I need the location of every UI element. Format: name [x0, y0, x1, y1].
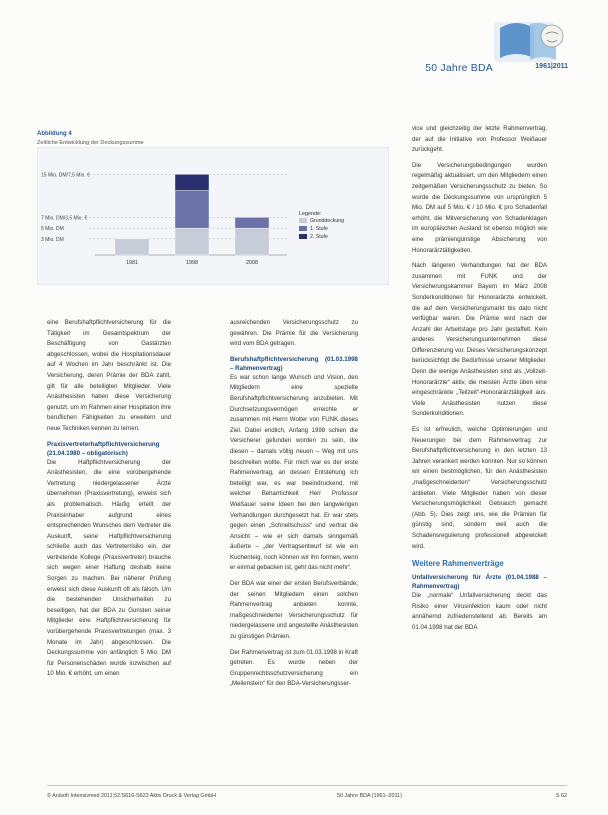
- col3-paragraph-5: Die „normale“ Unfallversicherung deckt das Risiko einer Virusinfektion kaum oder nicht annähernd zufriedenstellend ab. Bereits am 01.04.1998 hat der BDA: [412, 592, 547, 631]
- bar-grunddeckung: [175, 228, 209, 255]
- legend-swatch: [299, 226, 307, 231]
- col3-paragraph-3: Nach längeren Verhandlungen hat der BDA zusammen mit FUNK und der Versicherungskammer Bayern im März 2008 Sonderkonditionen für Honorarärzte entwickelt, die auf dem Versicherungsmarkt bis dato nicht verfügbar waren. Die Prämie wird nach der Anzahl der Arbeitstage pro Jahr gestaffelt. Kein anderes Versicherungsunternehmen diese Differenzierung vor. Dieses Versicherungskonzept berücksichtigt die Bedürfnisse unserer Mitglieder. Denn die wenige Anästhesisten sind als „Vollzeit-Honorarärzte“ aktiv, die meisten Ärzte üben eine eingeschränkte „Teilzeit“-Honorarärztätigkeit aus. Viele Anästhesisten nutzen diese Sonderkonditionen.: [412, 262, 547, 418]
- col2-paragraph-2: Es war schon lange Wunsch und Vision, den Mitgliedern eine spezielle Berufshaftpflichtversicherung anzubieten. Mit Durchsetzungsvermögen erreichte er zusammen mit Herrn Wolter von FUNK dieses Ziel. Dabei endlich, Anfang 1998 schien die Versicherer gefunden worden zu sein, die diesen – damals völlig neuen – Weg mit uns beschreiten wollte. Für mich war es der erste Rahmenvertrag, an dessen Entstehung ich beteiligt war, es war beeindruckend, mit welcher Beharrlichkeit Herr Professor Weißauer seine Ideen bei den langwierigen Verhandlungen durchgesetzt hat. Er war stets gegen einen „Schnellschuss“ und vertrat die Ansicht – wie er sich damals sinngemäß äußerte – „der Vertragsentwurf ist wie ein Kuchenteig, noch können wir ihn formen, wenn er einmal gebacken ist, geht das nicht mehr“.: [230, 373, 358, 572]
- col2-paragraph-3: Der BDA war einer der ersten Berufsverbände, der seinen Mitgliedern einen solchen Rahmenvertrag anbieten konnte, maßgeschneiderter Versicherungsschutz für niedergelassene und angestellte Anästhesisten zu günstigen Prämien.: [230, 580, 358, 641]
- col2-paragraph-4: Der Rahmenvertrag ist zum 01.03.1998 in Kraft getreten. Es wurde neben der Gruppenrechtsschutzversicherung ein „Meilenstein“ für den BDA-Versicherungsser-: [230, 648, 358, 688]
- bar-1-stufe: [235, 217, 269, 228]
- page-number: S 62: [555, 793, 567, 799]
- col3-paragraph-1: vice und gleichzeitig der letzte Rahmenvertrag, der auf die Initiative von Professor Weißauer zurückgeht.: [412, 125, 547, 154]
- figure-label: Abbildung 4: [37, 131, 72, 137]
- legend-label: Grunddeckung: [310, 218, 345, 224]
- x-tick-label: 1998: [186, 260, 198, 266]
- y-tick-label: 7 Mio. DM/3,5 Mio. €: [41, 215, 88, 222]
- col3-section-heading: Weitere Rahmenverträge: [412, 559, 504, 569]
- jubilee-title: 50 Jahre BDA: [425, 62, 493, 74]
- logo-years: 1961|2011: [535, 63, 568, 70]
- col3-paragraph-4: Es ist erfreulich, welche Optimierungen und Neuerungen bei dem Rahmenvertrag zur Berufshaftpflichtversicherung in den letzten 13 Jahren verankert werden konnten. Nur so können wir einen bestmöglichen, für den Anästhesisten „maßgeschneiderten“ Versicherungsschutz anbieten. Viele Mitglieder haben von dieser Versicherungsmöglichkeit Gebrauch gemacht (Abb. 5). Dies zeigt uns, wie die Prämien für günstig sind, sondern weil auch die Schadensregulierung professionell abgewickelt wird.: [412, 426, 547, 550]
- y-tick-label: 15 Mio. DM/7,5 Mio. €: [41, 172, 90, 179]
- col2-heading-1: Berufshaftpflichtversicherung (01.03.1998 – Rahmenvertrag): [230, 355, 358, 372]
- col3-paragraph-2: Die Versicherungsbedingungen wurden regelmäßig aktualisiert, um den Mitgliedern einen zeitgemäßen Versicherungsschutz zu bieten. So wurde die Deckungssumme von ursprünglich 5 Mio. DM auf 5 Mio. € / 10 Mio. € pro Schadenfall erhöht, die Mitversicherung von Schadenklagen im europäischen Ausland ist ebenso möglich wie eine prämiengünstige Absicherung von Honorarärztätigkeiten.: [412, 161, 547, 254]
- col1-paragraph-2: Die Haftpflichtversicherung der Anästhesisten, die eine vorübergehende Vertretung niedergelassener Ärzte übernehmen (Praxisvertretung), erweist sich als problematisch. Häufig erteilt der Praxisinhaber aufgrund eines entsprechenden Wunsches dem Vertreter die Auskunft, seine Haftpflichtversicherung schließe auch das Vertreterrisiko ein, der vertretende Kollege (Praxisvertreter) brauche sich wegen einer Haftung deshalb keine Sorgen zu machen. Bei näherer Prüfung erweist sich diese Auskunft oft als falsch. Um die bestehenden Unsicherheiten zu beseitigen, hat der BDA zu Gunsten seiner Mitglieder eine Haftpflichtversicherung für vorübergehende Praxisvertretungen (max. 3 Monate im Jahr) abgeschlossen. Die Deckungssumme von anfänglich 5 Mio. DM für Personenschäden wurde inzwischen auf 10 Mio. € erhöht, um einen: [47, 458, 171, 678]
- footer-series: 50 Jahre BDA (1961–2011): [337, 793, 402, 799]
- footer-copyright: © Anästh Intensivmed 2011;52:S616-S623 Aktiv Druck & Verlag GmbH: [47, 793, 216, 799]
- legend-title: Legende:: [299, 211, 322, 217]
- figure-caption: Zeitliche Entwicklung der Deckungssumme: [37, 140, 144, 146]
- legend-swatch: [299, 218, 307, 223]
- col1-paragraph-1: eine Berufshaftpflichtversicherung für die Tätigkeit im Gesamtspektrum der Beschäftigung von Gastärzten abgeschlossen, wobei die Hospitationsdauer auf 4 Wochen im Jahr beschränkt ist. Die Versicherung, deren Prämie der BDA zahlt, gilt für alle beteiligten Mitglieder. Viele Anästhesisten haben diese Versicherung genutzt, um im Rahmen einer Hospitation ihre beruflichen Fähigkeiten zu erweitern und neue Techniken kennen zu lernen.: [47, 319, 171, 432]
- y-tick-label: 5 Mio. DM: [41, 226, 64, 233]
- column-3: [412, 124, 547, 639]
- legend-label: 1. Stufe: [310, 226, 328, 232]
- bar-grunddeckung: [235, 228, 269, 255]
- chart-frame: [37, 147, 389, 285]
- legend-swatch: [299, 234, 307, 239]
- column-1: [47, 318, 171, 685]
- x-tick-label: 1981: [126, 260, 138, 266]
- bar-grunddeckung: [115, 239, 149, 255]
- col2-paragraph-1: ausreichenden Versicherungsschutz zu gewähren. Die Prämie für die Versicherung wird vom BDA getragen.: [230, 319, 358, 348]
- x-tick-label: 2008: [246, 260, 258, 266]
- coverage-chart: [37, 147, 389, 285]
- bar-2-stufe: [175, 174, 209, 190]
- footer-rule: [47, 785, 567, 786]
- y-tick-label: 3 Mio. DM: [41, 236, 64, 243]
- col3-subheading: Unfallversicherung für Ärzte (01.04.1988 – Rahmenvertrag): [412, 574, 547, 591]
- col1-heading-1: Praxisvertreterhaftpflichtversicherung (21.04.1980 – obligatorisch): [47, 440, 160, 457]
- bar-1-stufe: [175, 191, 209, 229]
- column-2: [230, 318, 358, 695]
- legend-label: 2. Stufe: [310, 234, 328, 240]
